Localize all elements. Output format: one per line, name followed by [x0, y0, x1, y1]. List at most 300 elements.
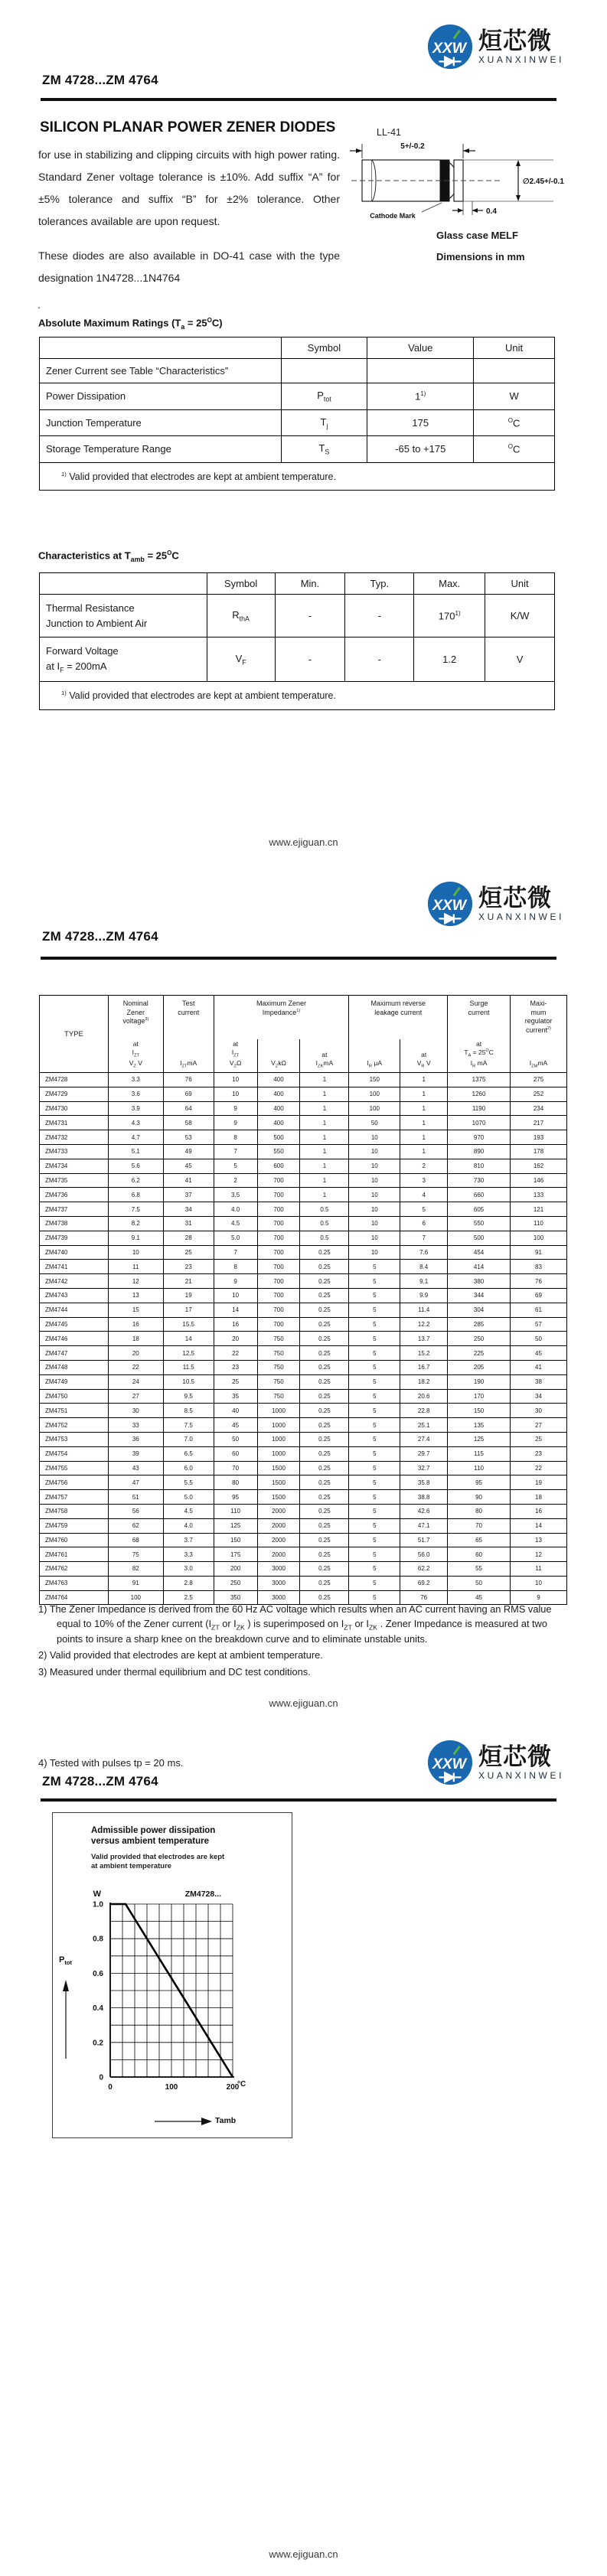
cell: 10 [349, 1144, 400, 1159]
cell: 9.9 [400, 1288, 448, 1303]
cell: 8.2 [108, 1216, 163, 1231]
cell: 1190 [448, 1101, 511, 1116]
cell: 0.5 [300, 1202, 349, 1217]
cell [367, 359, 474, 383]
cell: 1 [300, 1188, 349, 1202]
cell: Thermal Resistance Junction to Ambient Air [40, 595, 207, 637]
cell: 1260 [448, 1087, 511, 1101]
group-max-regulator-current: Maxi- mum regulator current$^{2)}$ [510, 996, 566, 1040]
cell: 0.25 [300, 1389, 349, 1404]
cell: 10 [349, 1216, 400, 1231]
cell: 0.5 [300, 1216, 349, 1231]
cell: 34 [163, 1202, 214, 1217]
cell: 23 [163, 1260, 214, 1274]
cell-type: ZM4732 [40, 1130, 109, 1145]
amr-table [39, 337, 555, 491]
cell: K/W [485, 595, 555, 637]
cell: 170$^{1)}$ [414, 595, 485, 637]
cell-type: ZM4750 [40, 1389, 109, 1404]
subcol-ir: $I_R$ μA [349, 1039, 400, 1073]
cell: 11 [108, 1260, 163, 1274]
cell: 3.6 [108, 1087, 163, 1101]
cell: 0.25 [300, 1360, 349, 1374]
group-test-current: Test current [163, 996, 214, 1040]
cell: 146 [510, 1173, 566, 1188]
cell: 5 [349, 1389, 400, 1404]
cell: 10 [214, 1073, 257, 1087]
cell: 1500 [257, 1475, 300, 1490]
cell-type: ZM4734 [40, 1159, 109, 1173]
cell: 29.7 [400, 1446, 448, 1461]
cell-type: ZM4748 [40, 1360, 109, 1374]
cell: 41 [163, 1173, 214, 1188]
cell: 0.25 [300, 1590, 349, 1605]
cell: W [474, 383, 555, 410]
cell-type: ZM4741 [40, 1260, 109, 1274]
table-row [40, 1332, 567, 1346]
char-col-min: Min. [275, 573, 345, 595]
cell: 0.25 [300, 1576, 349, 1590]
cell: 56.0 [400, 1547, 448, 1562]
cell: 4.3 [108, 1116, 163, 1130]
cell: 38 [510, 1374, 566, 1389]
table-row [40, 637, 555, 682]
brand-name-cn: 烜芯微 [478, 1743, 552, 1770]
cell: 6.5 [163, 1446, 214, 1461]
cell: 1 [300, 1159, 349, 1173]
cell: 95 [448, 1475, 511, 1490]
cell: 10.5 [163, 1374, 214, 1389]
cell: 100 [510, 1231, 566, 1245]
cell-type: ZM4736 [40, 1188, 109, 1202]
cell: 2000 [257, 1547, 300, 1562]
table-row [40, 1475, 567, 1490]
cell: 605 [448, 1202, 511, 1217]
cell: 0.25 [300, 1446, 349, 1461]
logo-mark-icon [426, 1739, 474, 1786]
cell: 30 [108, 1404, 163, 1418]
cell: 7.6 [400, 1245, 448, 1260]
table-row [40, 1374, 567, 1389]
chart-grid [110, 1904, 233, 2077]
cell: 10 [349, 1188, 400, 1202]
cell: 0.25 [300, 1374, 349, 1389]
cell: Junction Temperature [40, 409, 282, 436]
cell: 7.5 [108, 1202, 163, 1217]
cell: 970 [448, 1130, 511, 1145]
cell: 1070 [448, 1116, 511, 1130]
cell: 454 [448, 1245, 511, 1260]
cell: 13.7 [400, 1332, 448, 1346]
cell: 7 [214, 1245, 257, 1260]
subcol-izt: $I_{ZT}mA$ [163, 1039, 214, 1073]
cell: 27 [108, 1389, 163, 1404]
cell: 51 [108, 1490, 163, 1505]
cell: 5 [349, 1518, 400, 1533]
cell: 64 [163, 1101, 214, 1116]
cell: 1 [300, 1101, 349, 1116]
cell: 57 [510, 1317, 566, 1332]
sub-header-row [40, 1039, 567, 1073]
cell: 33 [108, 1418, 163, 1433]
note-1: 1) The Zener Impedance is derived from the 60 Hz AC voltage which results when an AC current having an RMS value equal to 10% of the Zener current ($I_{ZT}$ or $I_{ZK}$ ) is superimposed on $I_{ZT}$ or $I_{ZK}$ . Zener Impedance is measured at two points to insure a sharp knee on the breakdown curve and to eliminate unstable units. [38, 1603, 552, 1645]
cell: 12 [108, 1274, 163, 1289]
stray-dot: . [38, 298, 41, 311]
header-rule [41, 1798, 556, 1802]
cell: 0.25 [300, 1418, 349, 1433]
cell: 14 [214, 1303, 257, 1317]
cell: 2 [400, 1159, 448, 1173]
table-row [40, 1116, 567, 1130]
cell: 22 [214, 1346, 257, 1361]
cell: 34 [510, 1389, 566, 1404]
cell: 5.1 [108, 1144, 163, 1159]
cell: 10 [349, 1202, 400, 1217]
cell: 91 [108, 1576, 163, 1590]
cell: 0.25 [300, 1274, 349, 1289]
cell-type: ZM4731 [40, 1116, 109, 1130]
cell: 0.25 [300, 1562, 349, 1577]
cell: 47.1 [400, 1518, 448, 1533]
cell-type: ZM4764 [40, 1590, 109, 1605]
brand-logo [426, 880, 564, 928]
brand-name-cn: 烜芯微 [478, 27, 552, 54]
cell: 1 [400, 1144, 448, 1159]
svg-text:100: 100 [165, 2083, 178, 2092]
cell: 400 [257, 1116, 300, 1130]
table-row [40, 1274, 567, 1289]
cell: 95 [214, 1490, 257, 1505]
cell: 9.1 [108, 1231, 163, 1245]
table-row [40, 1346, 567, 1361]
cell: 11.5 [163, 1360, 214, 1374]
amr-col-value: Value [367, 337, 474, 359]
cell: 22 [510, 1461, 566, 1475]
cell: 5.0 [163, 1490, 214, 1505]
cell: 4.0 [163, 1518, 214, 1533]
cell: 37 [163, 1188, 214, 1202]
cell: 10 [510, 1576, 566, 1590]
availability-paragraph: These diodes are also available in DO-41 case with the type designation 1N4728...1N4764 [38, 249, 340, 284]
cell: 10 [214, 1087, 257, 1101]
cell: 170 [448, 1389, 511, 1404]
cell: 80 [448, 1504, 511, 1518]
cell: 40 [214, 1404, 257, 1418]
cell: 193 [510, 1130, 566, 1145]
cell: 700 [257, 1231, 300, 1245]
amr-header-row [40, 337, 555, 359]
cell-type: ZM4758 [40, 1504, 109, 1518]
cell: 5 [349, 1533, 400, 1547]
cell: 10 [108, 1245, 163, 1260]
dimensions-label: Dimensions in mm [436, 251, 525, 262]
cell: 90 [448, 1490, 511, 1505]
doc-title: ZM 4728...ZM 4764 [42, 73, 158, 87]
subcol-zzk: $V_Zk\Omega$ [257, 1039, 300, 1073]
cell: 190 [448, 1374, 511, 1389]
cell: 22 [108, 1360, 163, 1374]
header-rule [41, 98, 556, 101]
cell: 5 [349, 1288, 400, 1303]
cell: 0.25 [300, 1260, 349, 1274]
cell-type: ZM4752 [40, 1418, 109, 1433]
table-row [40, 1490, 567, 1505]
brand-name-en: XUANXINWEI [478, 911, 565, 922]
table-row [40, 1188, 567, 1202]
cell: 13 [108, 1288, 163, 1303]
cell: 9 [214, 1274, 257, 1289]
cell: 76 [400, 1590, 448, 1605]
cell: 6.0 [163, 1461, 214, 1475]
cell: 15.5 [163, 1317, 214, 1332]
cell: 1000 [257, 1418, 300, 1433]
cell: 41 [510, 1360, 566, 1374]
cell: 53 [163, 1130, 214, 1145]
cell-type: ZM4729 [40, 1087, 109, 1101]
cell: 30 [510, 1404, 566, 1418]
char-header-row [40, 573, 555, 595]
cell: 7.0 [163, 1432, 214, 1446]
characteristics-table [39, 572, 555, 710]
package-name: LL-41 [377, 127, 401, 138]
cell: 150 [448, 1404, 511, 1418]
cell: 5 [349, 1360, 400, 1374]
amr-footnote: $^{1)}$ Valid provided that electrodes are kept at ambient temperature. [40, 462, 555, 490]
table-row [40, 383, 555, 410]
subcol-surge: at $T_A = 25^OC$ $I_R$ mA [448, 1039, 511, 1073]
cell: 750 [257, 1389, 300, 1404]
derating-chart [52, 1812, 292, 2138]
cell-type: ZM4744 [40, 1303, 109, 1317]
table-row [40, 1518, 567, 1533]
group-max-zener-impedance: Maximum Zener Impedance$^{1)}$ [214, 996, 349, 1040]
cell: 125 [214, 1518, 257, 1533]
table-footnote-row [40, 462, 555, 490]
description-paragraph: for use in stabilizing and clipping circuits with high power rating. Standard Zener voltage tolerance is ±10%. Add suffix “A” for ±5% tolerance and suffix “B” for ±2% tolerance. Other tolerances available are upon request. [38, 148, 340, 227]
table-row [40, 1231, 567, 1245]
cell: 2.8 [163, 1576, 214, 1590]
cell: 11.4 [400, 1303, 448, 1317]
table-row [40, 1461, 567, 1475]
cell: 110 [214, 1504, 257, 1518]
cell: 51.7 [400, 1533, 448, 1547]
cell: 1$^{1)}$ [367, 383, 474, 410]
cell: 750 [257, 1332, 300, 1346]
cell: 9.5 [163, 1389, 214, 1404]
page1-footer-url: www.ejiguan.cn [269, 836, 338, 848]
cell: 100 [349, 1087, 400, 1101]
cell: 217 [510, 1116, 566, 1130]
cell: 304 [448, 1303, 511, 1317]
cell: 500 [448, 1231, 511, 1245]
cell: 121 [510, 1202, 566, 1217]
cell: 28 [163, 1231, 214, 1245]
table-row [40, 1547, 567, 1562]
doc-title: ZM 4728...ZM 4764 [42, 1774, 158, 1789]
cell: 5 [349, 1418, 400, 1433]
cell: 100 [349, 1101, 400, 1116]
cell: 9 [214, 1101, 257, 1116]
cell: 14 [163, 1332, 214, 1346]
cell-type: ZM4757 [40, 1490, 109, 1505]
cell: 3.3 [108, 1073, 163, 1087]
cell: 38.8 [400, 1490, 448, 1505]
svg-text:0.8: 0.8 [93, 1935, 103, 1944]
cell-type: ZM4754 [40, 1446, 109, 1461]
cell: 1000 [257, 1446, 300, 1461]
cell: 19 [163, 1288, 214, 1303]
table-row [40, 409, 555, 436]
cell: 25 [163, 1245, 214, 1260]
cell: 62.2 [400, 1562, 448, 1577]
cell: 16 [214, 1317, 257, 1332]
logo-mark-icon [426, 23, 474, 70]
amr-col-blank [40, 337, 282, 359]
cell [281, 359, 367, 383]
cell: 76 [510, 1274, 566, 1289]
cell: 69.2 [400, 1576, 448, 1590]
svg-text:W: W [93, 1890, 101, 1899]
cell: 6.2 [108, 1173, 163, 1188]
table-row [40, 1101, 567, 1116]
x-axis-label: Tamb [215, 2116, 237, 2125]
cell: Zener Current see Table “Characteristics” [40, 359, 282, 383]
cell: 5 [349, 1576, 400, 1590]
cell: 3000 [257, 1562, 300, 1577]
cell: 60 [448, 1547, 511, 1562]
char-col-typ: Typ. [345, 573, 414, 595]
table-row [40, 1245, 567, 1260]
cell: 0.25 [300, 1303, 349, 1317]
cell: 5 [349, 1461, 400, 1475]
cell: 56 [108, 1504, 163, 1518]
cell: Storage Temperature Range [40, 436, 282, 463]
svg-text:1.0: 1.0 [93, 1900, 103, 1909]
cell: 21 [163, 1274, 214, 1289]
chart-subtitle: Valid provided that electrodes are kept at ambient temperature [91, 1853, 225, 1870]
col-type-header: TYPE [40, 996, 109, 1073]
cell: 11 [510, 1562, 566, 1577]
table-row [40, 1404, 567, 1418]
table-row [40, 1432, 567, 1446]
cell: 5 [349, 1504, 400, 1518]
ptot-arrow-icon [63, 1980, 69, 2059]
svg-text:0.2: 0.2 [93, 2039, 103, 2048]
char-col-unit: Unit [485, 573, 555, 595]
page-title: SILICON PLANAR POWER ZENER DIODES [40, 119, 336, 135]
cell: 8 [214, 1260, 257, 1274]
cell: 1 [400, 1116, 448, 1130]
cell: 3.3 [163, 1547, 214, 1562]
cell: 27.4 [400, 1432, 448, 1446]
cell: 36 [108, 1432, 163, 1446]
cell: 115 [448, 1446, 511, 1461]
cell: 750 [257, 1374, 300, 1389]
cell: 47 [108, 1475, 163, 1490]
diameter-dim-label: ∅2.45+/-0.1 [523, 178, 564, 186]
characteristics-heading: Characteristics at $T_{amb} = 25^OC$ [38, 549, 179, 563]
cell: 20 [108, 1346, 163, 1361]
cell: 65 [448, 1533, 511, 1547]
cell: 1 [300, 1144, 349, 1159]
cell: 178 [510, 1144, 566, 1159]
cell: 80 [214, 1475, 257, 1490]
cell: 5 [349, 1562, 400, 1577]
table-row [40, 1073, 567, 1087]
cell: 4.5 [163, 1504, 214, 1518]
table-row [40, 1202, 567, 1217]
cell: $T_j$ [281, 409, 367, 436]
cell: 20.6 [400, 1389, 448, 1404]
cell: 550 [257, 1144, 300, 1159]
cell: 0.25 [300, 1518, 349, 1533]
cell: 810 [448, 1159, 511, 1173]
cell: $V_F$ [207, 637, 275, 682]
cell: 61 [510, 1303, 566, 1317]
brand-name-en: XUANXINWEI [478, 54, 565, 65]
cell: 205 [448, 1360, 511, 1374]
table-row [40, 1216, 567, 1231]
cell: 3000 [257, 1576, 300, 1590]
cell: 31 [163, 1216, 214, 1231]
cell: 10 [349, 1173, 400, 1188]
cell: 5 [349, 1317, 400, 1332]
cell: 23 [214, 1360, 257, 1374]
cell: 25 [214, 1374, 257, 1389]
cell: 32.7 [400, 1461, 448, 1475]
cell-type: ZM4746 [40, 1332, 109, 1346]
cell: 380 [448, 1274, 511, 1289]
cell: 344 [448, 1288, 511, 1303]
cell: 414 [448, 1260, 511, 1274]
cell: 1 [400, 1073, 448, 1087]
cell: 0.25 [300, 1332, 349, 1346]
cell: V [485, 637, 555, 682]
cell-type: ZM4755 [40, 1461, 109, 1475]
cell: 70 [448, 1518, 511, 1533]
cell: 100 [108, 1590, 163, 1605]
cell: $T_S$ [281, 436, 367, 463]
cell: 45 [510, 1346, 566, 1361]
char-col-symbol: Symbol [207, 573, 275, 595]
brand-name-cn: 烜芯微 [478, 884, 552, 911]
cell: 55 [448, 1562, 511, 1577]
cell: 700 [257, 1216, 300, 1231]
amr-col-symbol: Symbol [281, 337, 367, 359]
cell: 0.25 [300, 1461, 349, 1475]
cell: 9 [214, 1116, 257, 1130]
cell: 400 [257, 1073, 300, 1087]
cell-type: ZM4763 [40, 1576, 109, 1590]
cell: 27 [510, 1418, 566, 1433]
cell-type: ZM4749 [40, 1374, 109, 1389]
svg-text:0: 0 [99, 2073, 103, 2082]
cell-type: ZM4760 [40, 1533, 109, 1547]
cell-type: ZM4728 [40, 1073, 109, 1087]
cell: 1500 [257, 1461, 300, 1475]
cell: 3.5 [214, 1188, 257, 1202]
cell: 4.0 [214, 1202, 257, 1217]
cell: 5 [349, 1490, 400, 1505]
table-notes [38, 1603, 574, 1681]
cell: 700 [257, 1303, 300, 1317]
cell: 15.2 [400, 1346, 448, 1361]
cell-type: ZM4738 [40, 1216, 109, 1231]
cell: 5 [349, 1332, 400, 1346]
cell: 83 [510, 1260, 566, 1274]
note-3: 3) Measured under thermal equilibrium and DC test conditions. [38, 1665, 311, 1678]
cell-type: ZM4753 [40, 1432, 109, 1446]
